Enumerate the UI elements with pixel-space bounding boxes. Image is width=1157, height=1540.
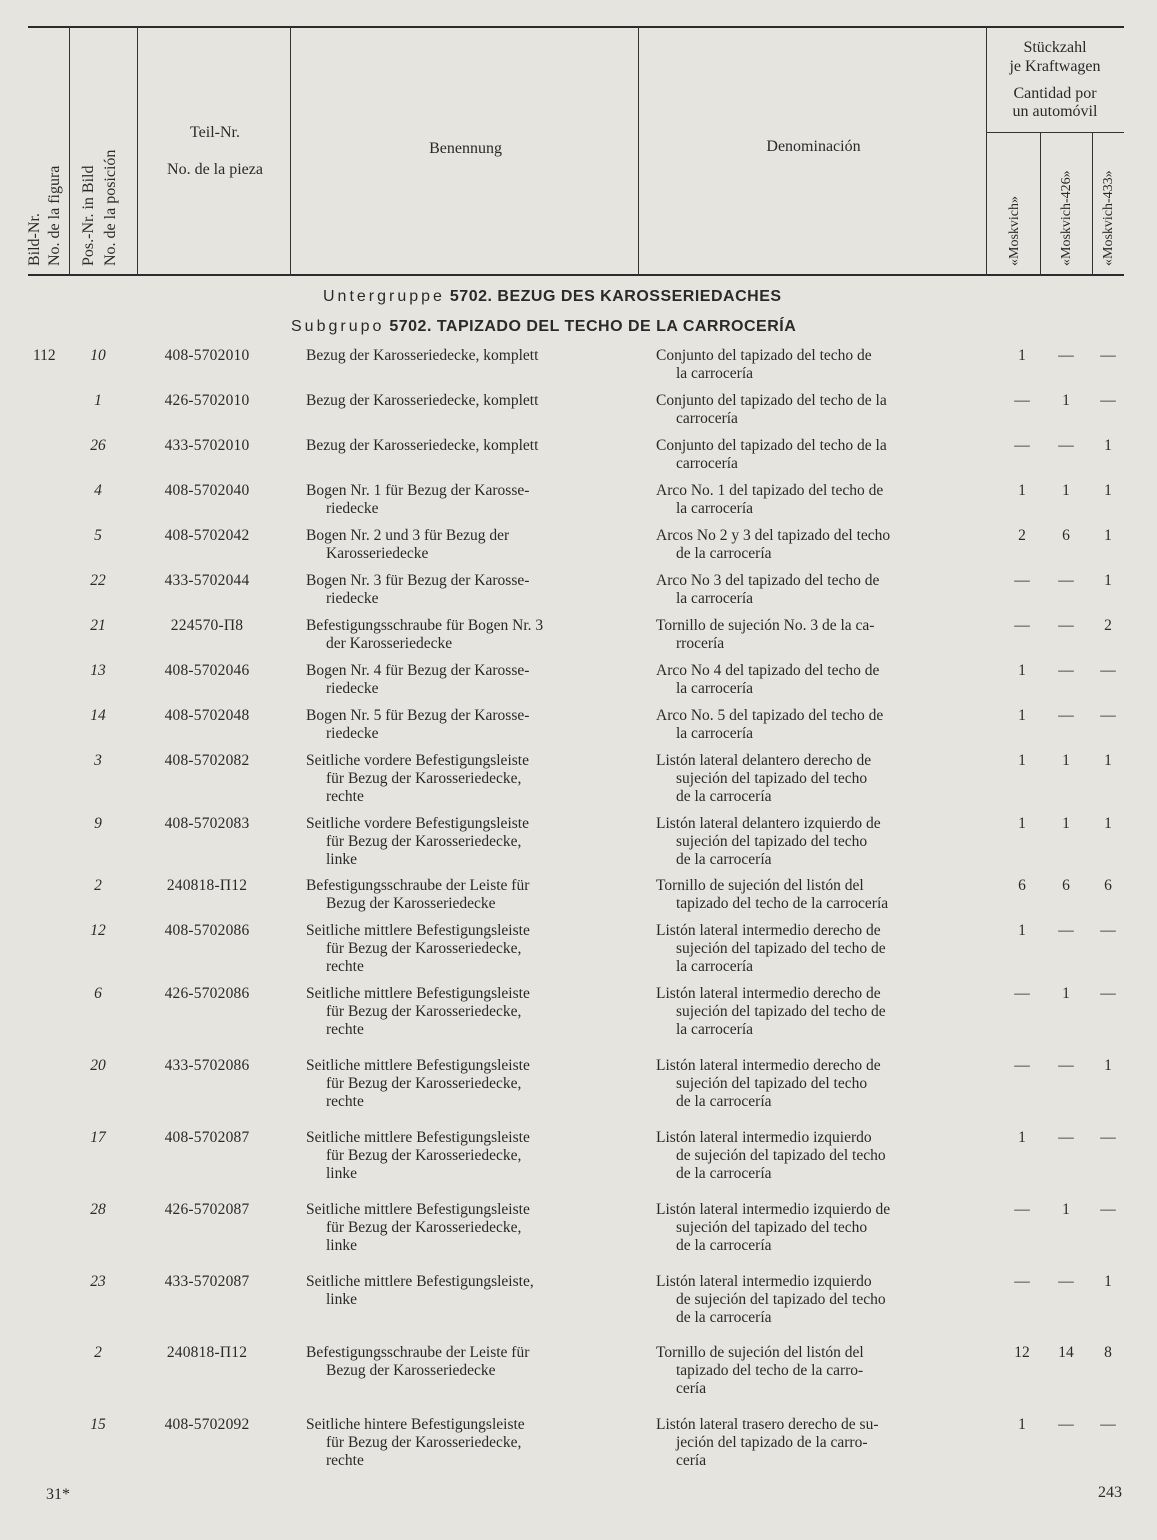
part-number: 224570-П8 <box>170 617 244 634</box>
name-german-line: Bogen Nr. 4 für Bezug der Karosse- <box>306 662 530 679</box>
qty-de-line-1: Stückzahl <box>1023 39 1087 56</box>
name-german <box>306 527 624 563</box>
part-number: 240818-П12 <box>166 1344 248 1361</box>
name-spanish-line: carrocería <box>676 455 738 472</box>
name-spanish <box>656 1129 968 1183</box>
name-german-line: Seitliche mittlere Befestigungsleiste <box>306 922 530 939</box>
name-spanish-line: la carrocería <box>676 1021 754 1038</box>
section-title-de-prefix: Untergruppe <box>323 288 445 305</box>
position-number: 5 <box>94 527 102 544</box>
name-spanish-line: de la carrocería <box>676 545 772 562</box>
name-spanish-line: de la carrocería <box>676 1309 772 1326</box>
name-german <box>306 437 624 455</box>
part-number: 408-5702046 <box>164 662 250 679</box>
qty-moskvich-426: — <box>1058 1129 1074 1146</box>
qty-moskvich-433: 1 <box>1104 482 1112 499</box>
name-spanish-line: Listón lateral intermedio derecho de <box>656 922 881 939</box>
section-title-de-text: 5702. BEZUG DES KAROSSERIEDACHES <box>449 288 782 305</box>
page-signature: 31* <box>46 1486 70 1503</box>
name-german-line: rechte <box>326 788 364 805</box>
qty-moskvich: 2 <box>1018 527 1026 544</box>
name-german-line: Seitliche mittlere Befestigungsleiste <box>306 1201 530 1218</box>
name-german <box>306 815 624 869</box>
name-german-line: rechte <box>326 1093 364 1110</box>
name-german-line: linke <box>326 851 357 868</box>
part-number: 426-5702087 <box>164 1201 250 1218</box>
qty-moskvich-426: — <box>1058 707 1074 724</box>
header-denominacion: Denominación <box>766 138 861 155</box>
name-spanish <box>656 392 968 428</box>
name-german-line: linke <box>326 1237 357 1254</box>
name-spanish <box>656 347 968 383</box>
name-spanish-line: de la carrocería <box>676 1237 772 1254</box>
name-spanish-line: Listón lateral intermedio izquierdo de <box>656 1201 891 1218</box>
qty-moskvich-433: 8 <box>1104 1344 1112 1361</box>
qty-moskvich-426: — <box>1058 1273 1074 1290</box>
qty-moskvich-433: 1 <box>1104 527 1112 544</box>
name-spanish-line: Arcos No 2 y 3 del tapizado del techo <box>656 527 891 544</box>
qty-moskvich-433: 1 <box>1104 752 1112 769</box>
qty-moskvich-433: — <box>1100 707 1116 724</box>
name-german-line: rechte <box>326 958 364 975</box>
header-model-moskvich-426: «Moskvich-426» <box>1059 170 1074 266</box>
name-german-line: Seitliche mittlere Befestigungsleiste <box>306 985 530 1002</box>
qty-moskvich-426: — <box>1058 617 1074 634</box>
name-spanish <box>656 1201 968 1255</box>
name-spanish-line: sujeción del tapizado del techo <box>676 833 868 850</box>
qty-moskvich: — <box>1014 572 1030 589</box>
position-number: 22 <box>90 572 106 589</box>
name-spanish <box>656 662 968 698</box>
position-number: 10 <box>90 347 106 364</box>
name-german-line: riedecke <box>326 725 379 742</box>
name-german-line: der Karosseriedecke <box>326 635 453 652</box>
qty-de-line-2: je Kraftwagen <box>1009 58 1101 75</box>
header-pos-nr: Pos.-Nr. in Bild <box>80 165 97 266</box>
name-spanish-line: la carrocería <box>676 500 754 517</box>
position-number: 3 <box>94 752 102 769</box>
name-spanish-line: Listón lateral intermedio izquierdo <box>656 1129 872 1146</box>
name-german-line: Karosseriedecke <box>326 545 429 562</box>
name-spanish-line: jeción del tapizado de la carro- <box>676 1434 868 1451</box>
name-spanish <box>656 1057 968 1111</box>
qty-moskvich: — <box>1014 437 1030 454</box>
qty-moskvich-433: 2 <box>1104 617 1112 634</box>
name-spanish-line: Arco No 3 del tapizado del techo de <box>656 572 880 589</box>
name-spanish <box>656 437 968 473</box>
qty-moskvich-426: 1 <box>1062 985 1070 1002</box>
name-spanish-line: cería <box>676 1452 707 1469</box>
name-german-line: für Bezug der Karosseriedecke, <box>326 1434 522 1451</box>
qty-moskvich-433: — <box>1100 347 1116 364</box>
qty-moskvich: 1 <box>1018 922 1026 939</box>
name-spanish <box>656 877 968 913</box>
name-german-line: Seitliche hintere Befestigungsleiste <box>306 1416 525 1433</box>
name-spanish-line: sujeción del tapizado del techo <box>676 1219 868 1236</box>
header-benennung: Benennung <box>429 140 502 157</box>
name-spanish <box>656 1273 968 1327</box>
name-spanish-line: la carrocería <box>676 680 754 697</box>
name-spanish-line: de la carrocería <box>676 1093 772 1110</box>
name-spanish-line: Tornillo de sujeción No. 3 de la ca- <box>656 617 875 634</box>
qty-moskvich: 1 <box>1018 815 1026 832</box>
name-german <box>306 482 624 518</box>
name-german-line: Bezug der Karosseriedecke <box>326 895 496 912</box>
qty-moskvich-426: — <box>1058 662 1074 679</box>
part-number: 433-5702044 <box>164 572 250 589</box>
name-german-line: für Bezug der Karosseriedecke, <box>326 1147 522 1164</box>
name-german-line: Bogen Nr. 5 für Bezug der Karosse- <box>306 707 530 724</box>
position-number: 13 <box>90 662 106 679</box>
name-spanish <box>656 707 968 743</box>
part-number: 408-5702086 <box>164 922 250 939</box>
name-german-line: für Bezug der Karosseriedecke, <box>326 833 522 850</box>
name-german <box>306 922 624 976</box>
qty-moskvich: — <box>1014 1057 1030 1074</box>
name-spanish-line: Conjunto del tapizado del techo de la <box>656 437 887 454</box>
position-number: 23 <box>90 1273 106 1290</box>
position-number: 12 <box>90 922 106 939</box>
part-number: 433-5702010 <box>164 437 250 454</box>
position-number: 15 <box>90 1416 106 1433</box>
section-title-es-text: 5702. TAPIZADO DEL TECHO DE LA CARROCERÍA <box>389 318 797 335</box>
name-spanish <box>656 617 968 653</box>
name-german-line: rechte <box>326 1452 364 1469</box>
name-spanish-line: Listón lateral intermedio derecho de <box>656 1057 881 1074</box>
qty-moskvich-426: — <box>1058 347 1074 364</box>
name-spanish-line: sujeción del tapizado del techo <box>676 1075 868 1092</box>
position-number: 20 <box>90 1057 106 1074</box>
part-number: 426-5702010 <box>164 392 250 409</box>
name-spanish <box>656 527 968 563</box>
name-german-line: Bezug der Karosseriedecke <box>326 1362 496 1379</box>
position-number: 6 <box>94 985 102 1002</box>
qty-moskvich: — <box>1014 617 1030 634</box>
name-german-line: Befestigungsschraube der Leiste für <box>306 877 530 894</box>
part-number: 408-5702082 <box>164 752 250 769</box>
part-number: 408-5702010 <box>164 347 250 364</box>
part-number: 408-5702040 <box>164 482 250 499</box>
qty-moskvich-433: 1 <box>1104 1273 1112 1290</box>
name-spanish-line: Listón lateral delantero izquierdo de <box>656 815 881 832</box>
name-spanish-line: Tornillo de sujeción del listón del <box>656 1344 864 1361</box>
part-number: 408-5702042 <box>164 527 250 544</box>
name-spanish-line: Conjunto del tapizado del techo de <box>656 347 872 364</box>
part-number: 408-5702048 <box>164 707 250 724</box>
name-german-line: Seitliche mittlere Befestigungsleiste <box>306 1057 530 1074</box>
name-spanish <box>656 482 968 518</box>
name-spanish-line: de sujeción del tapizado del techo <box>676 1147 886 1164</box>
qty-moskvich-426: — <box>1058 1057 1074 1074</box>
name-german <box>306 1273 624 1309</box>
name-spanish-line: de la carrocería <box>676 851 772 868</box>
name-german-line: Seitliche mittlere Befestigungsleiste, <box>306 1273 534 1290</box>
name-spanish-line: Conjunto del tapizado del techo de la <box>656 392 887 409</box>
name-german <box>306 1344 624 1380</box>
qty-moskvich-433: 6 <box>1104 877 1112 894</box>
qty-moskvich-426: — <box>1058 572 1074 589</box>
position-number: 2 <box>94 1344 102 1361</box>
name-spanish <box>656 815 968 869</box>
qty-moskvich: 1 <box>1018 707 1026 724</box>
position-number: 26 <box>90 437 106 454</box>
name-german <box>306 617 624 653</box>
qty-moskvich: 1 <box>1018 1129 1026 1146</box>
header-teil-nr: Teil-Nr. <box>190 124 240 141</box>
position-number: 21 <box>90 617 106 634</box>
name-spanish-line: Tornillo de sujeción del listón del <box>656 877 864 894</box>
qty-moskvich-426: — <box>1058 922 1074 939</box>
name-german <box>306 1129 624 1183</box>
part-number: 433-5702087 <box>164 1273 250 1290</box>
name-spanish <box>656 1344 968 1398</box>
qty-moskvich-426: 14 <box>1058 1344 1074 1361</box>
name-german-line: Befestigungsschraube der Leiste für <box>306 1344 530 1361</box>
qty-moskvich-433: — <box>1100 662 1116 679</box>
qty-moskvich: 1 <box>1018 482 1026 499</box>
name-german-line: linke <box>326 1165 357 1182</box>
qty-moskvich: — <box>1014 392 1030 409</box>
page-number: 243 <box>1098 1484 1122 1501</box>
name-german <box>306 662 624 698</box>
name-spanish-line: la carrocería <box>676 365 754 382</box>
name-spanish-line: de la carrocería <box>676 788 772 805</box>
qty-moskvich: 1 <box>1018 1416 1026 1433</box>
name-german-line: Seitliche mittlere Befestigungsleiste <box>306 1129 530 1146</box>
name-spanish-line: de la carrocería <box>676 1165 772 1182</box>
qty-moskvich-426: — <box>1058 1416 1074 1433</box>
name-german-line: Bogen Nr. 3 für Bezug der Karosse- <box>306 572 530 589</box>
position-number: 9 <box>94 815 102 832</box>
name-german <box>306 707 624 743</box>
part-number: 408-5702087 <box>164 1129 250 1146</box>
name-spanish-line: Arco No. 1 del tapizado del techo de <box>656 482 884 499</box>
part-number: 408-5702083 <box>164 815 250 832</box>
qty-moskvich-433: — <box>1100 922 1116 939</box>
qty-moskvich-426: — <box>1058 437 1074 454</box>
qty-moskvich-433: — <box>1100 1129 1116 1146</box>
name-german-line: für Bezug der Karosseriedecke, <box>326 1075 522 1092</box>
name-german-line: für Bezug der Karosseriedecke, <box>326 770 522 787</box>
header-pos-no: No. de la posición <box>102 149 119 266</box>
name-spanish-line: la carrocería <box>676 958 754 975</box>
name-spanish-line: de sujeción del tapizado del techo <box>676 1291 886 1308</box>
part-number: 426-5702086 <box>164 985 250 1002</box>
name-spanish-line: Listón lateral trasero derecho de su- <box>656 1416 879 1433</box>
name-german-line: Bogen Nr. 2 und 3 für Bezug der <box>306 527 510 544</box>
name-spanish-line: tapizado del techo de la carrocería <box>676 895 889 912</box>
name-german-line: Bezug der Karosseriedecke, komplett <box>306 347 539 364</box>
qty-moskvich-433: — <box>1100 392 1116 409</box>
name-german <box>306 392 624 410</box>
name-german-line: Seitliche vordere Befestigungsleiste <box>306 815 529 832</box>
qty-moskvich-433: 1 <box>1104 1057 1112 1074</box>
position-number: 28 <box>90 1201 106 1218</box>
name-german-line: für Bezug der Karosseriedecke, <box>326 940 522 957</box>
name-german <box>306 1416 624 1470</box>
name-german-line: Bogen Nr. 1 für Bezug der Karosse- <box>306 482 530 499</box>
figure-number: 112 <box>33 347 56 364</box>
qty-es-line-1: Cantidad por <box>1013 85 1097 102</box>
qty-moskvich-426: 1 <box>1062 1201 1070 1218</box>
name-spanish-line: Listón lateral delantero derecho de <box>656 752 872 769</box>
position-number: 14 <box>90 707 106 724</box>
name-german-line: riedecke <box>326 680 379 697</box>
name-spanish-line: sujeción del tapizado del techo <box>676 770 868 787</box>
name-spanish-line: Listón lateral intermedio izquierdo <box>656 1273 872 1290</box>
position-number: 2 <box>94 877 102 894</box>
position-number: 17 <box>90 1129 106 1146</box>
qty-moskvich: — <box>1014 1273 1030 1290</box>
header-model-moskvich: «Moskvich» <box>1007 196 1022 266</box>
name-spanish-line: Arco No 4 del tapizado del techo de <box>656 662 880 679</box>
name-spanish-line: Arco No. 5 del tapizado del techo de <box>656 707 884 724</box>
part-number: 408-5702092 <box>164 1416 250 1433</box>
qty-moskvich: — <box>1014 985 1030 1002</box>
name-spanish-line: la carrocería <box>676 725 754 742</box>
qty-moskvich-426: 6 <box>1062 527 1070 544</box>
name-spanish-line: la carrocería <box>676 590 754 607</box>
qty-moskvich-426: 1 <box>1062 482 1070 499</box>
name-german-line: für Bezug der Karosseriedecke, <box>326 1003 522 1020</box>
name-spanish <box>656 572 968 608</box>
name-spanish <box>656 922 968 976</box>
name-german <box>306 877 624 913</box>
qty-moskvich: 12 <box>1014 1344 1030 1361</box>
name-spanish-line: sujeción del tapizado del techo de <box>676 1003 886 1020</box>
name-german-line: rechte <box>326 1021 364 1038</box>
name-german-line: Bezug der Karosseriedecke, komplett <box>306 437 539 454</box>
name-german-line: Seitliche vordere Befestigungsleiste <box>306 752 529 769</box>
qty-moskvich-426: 1 <box>1062 752 1070 769</box>
name-german <box>306 752 624 806</box>
name-german <box>306 1201 624 1255</box>
qty-moskvich: 1 <box>1018 347 1026 364</box>
name-spanish-line: Listón lateral intermedio derecho de <box>656 985 881 1002</box>
name-german <box>306 572 624 608</box>
name-german <box>306 347 624 365</box>
qty-es-line-2: un automóvil <box>1012 103 1098 120</box>
name-german-line: Befestigungsschraube für Bogen Nr. 3 <box>306 617 544 634</box>
qty-moskvich-433: — <box>1100 985 1116 1002</box>
position-number: 4 <box>94 482 102 499</box>
name-spanish <box>656 985 968 1039</box>
name-spanish <box>656 752 968 806</box>
name-spanish-line: rrocería <box>676 635 725 652</box>
qty-moskvich: 6 <box>1018 877 1026 894</box>
header-bild-nr: Bild-Nr. <box>26 213 43 266</box>
name-spanish-line: sujeción del tapizado del techo de <box>676 940 886 957</box>
qty-moskvich-433: 1 <box>1104 572 1112 589</box>
header-pieza-no: No. de la pieza <box>167 161 263 178</box>
qty-moskvich-426: 1 <box>1062 815 1070 832</box>
name-spanish-line: tapizado del techo de la carro- <box>676 1362 864 1379</box>
header-fig-no: No. de la figura <box>46 165 63 266</box>
name-german <box>306 985 624 1039</box>
qty-moskvich-433: 1 <box>1104 815 1112 832</box>
qty-moskvich: 1 <box>1018 752 1026 769</box>
qty-moskvich-433: — <box>1100 1416 1116 1433</box>
name-german <box>306 1057 624 1111</box>
name-spanish-line: carrocería <box>676 410 738 427</box>
qty-moskvich: — <box>1014 1201 1030 1218</box>
qty-moskvich-426: 1 <box>1062 392 1070 409</box>
name-german-line: riedecke <box>326 500 379 517</box>
qty-moskvich-433: — <box>1100 1201 1116 1218</box>
name-german-line: Bezug der Karosseriedecke, komplett <box>306 392 539 409</box>
part-number: 240818-П12 <box>166 877 248 894</box>
qty-moskvich-433: 1 <box>1104 437 1112 454</box>
name-spanish-line: cería <box>676 1380 707 1397</box>
name-german-line: linke <box>326 1291 357 1308</box>
name-german-line: für Bezug der Karosseriedecke, <box>326 1219 522 1236</box>
name-german-line: riedecke <box>326 590 379 607</box>
position-number: 1 <box>94 392 102 409</box>
qty-moskvich-426: 6 <box>1062 877 1070 894</box>
name-spanish <box>656 1416 968 1470</box>
qty-moskvich: 1 <box>1018 662 1026 679</box>
header-model-moskvich-433: «Moskvich-433» <box>1101 170 1116 266</box>
section-title-es-prefix: Subgrupo <box>291 318 385 335</box>
part-number: 433-5702086 <box>164 1057 250 1074</box>
